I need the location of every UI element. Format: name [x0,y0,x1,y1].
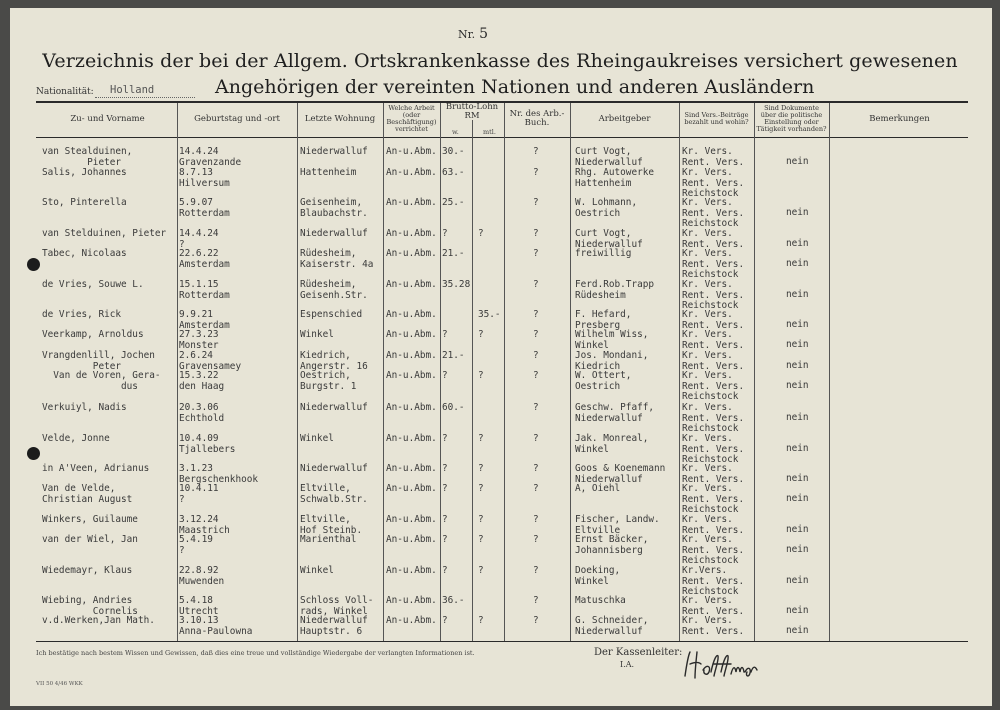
cell-documents: nein [786,156,809,167]
cell-name: Tabec, Nicolaas [42,248,127,259]
cell-employer: A, Oiehl [575,483,621,494]
cell-documents: nein [786,360,809,371]
cell-arb-buch: ? [533,279,539,290]
cell-residence: Rüdesheim, Geisenh.Str. [300,279,368,301]
cell-birth: 2.6.24 Gravensamey [179,350,242,372]
cell-name: Salis, Johannes [42,167,127,178]
cell-work: An-u.Abm. [386,433,437,444]
header-name: Zu- und Vorname [70,113,145,124]
cell-name: de Vries, Rick [42,309,122,320]
cell-work: An-u.Abm. [386,402,437,413]
cell-employer: G. Schneider, Niederwalluf [575,615,649,637]
cell-documents: nein [786,575,809,586]
cell-birth: 5.4.18 Utrecht [179,595,219,617]
cell-work: An-u.Abm. [386,279,437,290]
cell-documents: nein [786,238,809,249]
cell-employer: freiwillig [575,248,632,259]
cell-wage-weekly: 21.- [442,350,465,361]
cell-contributions: Kr. Vers. Rent. Vers. [682,350,745,372]
cell-residence: Niederwalluf Hauptstr. 6 [300,615,368,637]
cell-wage-weekly: ? [442,565,448,576]
cell-wage-monthly: ? [478,433,484,444]
cell-work: An-u.Abm. [386,329,437,340]
cell-name: van der Wiel, Jan [42,534,138,545]
cell-contributions: Kr. Vers. Rent. Vers. Reichstock [682,402,745,434]
cell-wage-weekly: 63.- [442,167,465,178]
header-contributions: Sind Vers.-Beiträge bezahlt und wohin? [684,111,749,126]
cell-wage-weekly: ? [442,228,448,239]
cell-name: Wiebing, Andries Cornelis [42,595,138,617]
cell-employer: Doeking, Winkel [575,565,621,587]
cell-name: Vrangdenlill, Jochen Peter [42,350,155,372]
header-employer: Arbeitgeber [598,113,651,124]
column-divider [297,103,298,641]
cell-wage-weekly: ? [442,370,448,381]
cell-contributions: Kr. Vers. Rent. Vers. [682,309,745,331]
cell-work: An-u.Abm. [386,463,437,474]
cell-wage-monthly: 35.- [478,309,501,320]
table-bottom-rule [36,641,968,642]
cell-birth: 10.4.09 Tjallebers [179,433,236,455]
cell-work: An-u.Abm. [386,565,437,576]
cell-contributions: Kr. Vers. Rent. Vers. Reichstock [682,433,745,465]
cell-residence: Niederwalluf [300,228,368,239]
header-birth: Geburtstag und -ort [194,113,280,124]
cell-arb-buch: ? [533,514,539,525]
header-work-type: Welche Arbeit (oder Beschäftigung) verrichtet [386,104,437,133]
cell-employer: W. Lohmann, Oestrich [575,197,638,219]
cell-work: An-u.Abm. [386,514,437,525]
cell-employer: Ferd.Rob.Trapp Rüdesheim [575,279,655,301]
cell-documents: nein [786,258,809,269]
cell-residence: Niederwalluf [300,146,368,157]
column-divider [177,103,178,641]
cell-wage-monthly: ? [478,370,484,381]
cell-documents: nein [786,380,809,391]
cell-work: An-u.Abm. [386,615,437,626]
cell-documents: nein [786,319,809,330]
cell-birth: 3.1.23 Bergschenkhook [179,463,259,485]
cell-documents: nein [786,339,809,350]
cell-work: An-u.Abm. [386,370,437,381]
cell-work: An-u.Abm. [386,595,437,606]
cell-residence: Eltville, Hof Steinb. [300,514,363,536]
cell-work: An-u.Abm. [386,228,437,239]
cell-arb-buch: ? [533,433,539,444]
header-arb-buch: Nr. des Arb.-Buch. [509,109,565,128]
cell-name: in A'Veen, Adrianus [42,463,150,474]
punch-hole-bottom [27,447,40,460]
cell-wage-weekly: 30.- [442,146,465,157]
cell-birth: 22.8.92 Muwenden [179,565,225,587]
cell-arb-buch: ? [533,463,539,474]
cell-employer: Geschw. Pfaff, Niederwalluf [575,402,655,424]
cell-residence: Niederwalluf [300,463,368,474]
cell-name: de Vries, Souwe L. [42,279,144,290]
cell-arb-buch: ? [533,534,539,545]
cell-employer: Jos. Mondani, Kiedrich [575,350,649,372]
list-number-label: Nr. [458,28,476,41]
list-number-value: 5 [479,26,489,42]
cell-name: Veerkamp, Arnoldus [42,329,144,340]
cell-wage-weekly: ? [442,433,448,444]
header-wage: Brutto-Lohn RM [445,102,499,121]
page-title: Verzeichnis der bei der Allgem. Ortskrankenkasse des Rheingaukreises versichert gewesenen [42,50,958,72]
cell-wage-weekly: ? [442,514,448,525]
cell-documents: nein [786,625,809,636]
kassenleiter-label: Der Kassenleiter: [594,647,683,658]
signature [681,648,761,688]
cell-wage-monthly: ? [478,565,484,576]
cell-name: Verkuiyl, Nadis [42,402,127,413]
column-divider [383,103,384,641]
column-divider [570,103,571,641]
cell-birth: 15.1.15 Rotterdam [179,279,230,301]
punch-hole-top [27,258,40,271]
cell-employer: Curt Vogt, Niederwalluf [575,228,643,250]
cell-residence: Winkel [300,433,334,444]
cell-wage-weekly: 60.- [442,402,465,413]
cell-wage-weekly: ? [442,483,448,494]
cell-contributions: Kr. Vers. Rent. Vers. [682,595,745,617]
cell-contributions: Kr. Vers. Rent. Vers. Reichstock [682,483,745,515]
cell-wage-monthly: ? [478,483,484,494]
cell-documents: nein [786,524,809,535]
cell-work: An-u.Abm. [386,146,437,157]
cell-documents: nein [786,207,809,218]
cell-documents: nein [786,544,809,555]
column-divider [440,103,441,641]
cell-name: Van de Velde, Christian August [42,483,133,505]
cell-contributions: Kr. Vers. Rent. Vers. [682,228,745,250]
column-divider [754,103,755,641]
cell-contributions: Kr. Vers. Rent. Vers. Reichstock [682,370,745,402]
cell-work: An-u.Abm. [386,350,437,361]
cell-wage-monthly: ? [478,534,484,545]
cell-contributions: Kr. Vers. Rent. Vers. Reichstock [682,167,745,199]
cell-documents: nein [786,493,809,504]
cell-contributions: Kr. Vers. Rent. Vers. [682,463,745,485]
form-code: VII 50 4/46 WKK [36,681,83,687]
cell-wage-weekly: ? [442,615,448,626]
cell-arb-buch: ? [533,350,539,361]
cell-employer: Rhg. Autowerke Hattenheim [575,167,655,189]
column-divider [679,103,680,641]
column-divider [829,103,830,641]
cell-name: van Stelduinen, Pieter [42,228,167,239]
cell-arb-buch: ? [533,197,539,208]
cell-wage-monthly: ? [478,463,484,474]
cell-residence: Schloss Voll- rads, Winkel [300,595,374,617]
cell-residence: Espenschied [300,309,363,320]
cell-contributions: Kr. Vers. Rent. Vers. Reichstock [682,248,745,280]
header-wage-weekly: w. [452,128,459,136]
nationality-value: Holland [110,84,155,96]
cell-arb-buch: ? [533,565,539,576]
cell-residence: Winkel [300,329,334,340]
cell-documents: nein [786,412,809,423]
cell-work: An-u.Abm. [386,309,437,320]
cell-wage-monthly: ? [478,514,484,525]
cell-contributions: Kr. Vers. Rent. Vers. [682,146,745,168]
cell-work: An-u.Abm. [386,197,437,208]
cell-birth: 14.4.24 ? [179,228,219,250]
header-residence: Letzte Wohnung [304,113,376,124]
cell-employer: Curt Vogt, Niederwalluf [575,146,643,168]
cell-arb-buch: ? [533,483,539,494]
cell-arb-buch: ? [533,370,539,381]
cell-name: van Stealduinen, Pieter [42,146,133,168]
cell-birth: 10.4.11 ? [179,483,219,505]
page-subtitle: Angehörigen der vereinten Nationen und anderen Ausländern [215,76,815,98]
cell-wage-weekly: 35.28 [442,279,471,290]
cell-employer: Fischer, Landw. Eltville [575,514,660,536]
cell-birth: 27.3.23 Monster [179,329,219,351]
header-wage-monthly: mtl. [483,128,496,136]
cell-wage-monthly: ? [478,615,484,626]
cell-documents: nein [786,443,809,454]
cell-arb-buch: ? [533,329,539,340]
cell-birth: 3.12.24 Maastrich [179,514,230,536]
cell-name: Wiedemayr, Klaus [42,565,133,576]
cell-birth: 9.9.21 Amsterdam [179,309,230,331]
cell-arb-buch: ? [533,167,539,178]
cell-residence: Rüdesheim, Kaiserstr. 4a [300,248,374,270]
cell-contributions: Kr. Vers. Rent. Vers. [682,514,745,536]
cell-documents: nein [786,605,809,616]
cell-contributions: Kr. Vers. Rent. Vers. Reichstock [682,534,745,566]
cell-wage-weekly: 21.- [442,248,465,259]
cell-employer: W. Ottert, Oestrich [575,370,632,392]
cell-arb-buch: ? [533,146,539,157]
cell-contributions: Kr.Vers. Rent. Vers. Reichstock [682,565,745,597]
cell-arb-buch: ? [533,228,539,239]
cell-employer: Jak. Monreal, Winkel [575,433,649,455]
cell-arb-buch: ? [533,595,539,606]
cell-wage-weekly: 36.- [442,595,465,606]
column-divider [504,103,505,641]
cell-residence: Eltville, Schwalb.Str. [300,483,368,505]
nationality-label: Nationalität: [36,87,94,97]
cell-work: An-u.Abm. [386,248,437,259]
cell-birth: 3.10.13 Anna-Paulowna [179,615,253,637]
cell-birth: 20.3.06 Echthold [179,402,225,424]
cell-employer: Matuschka [575,595,626,606]
cell-residence: Hattenheim [300,167,357,178]
cell-name: Winkers, Guilaume [42,514,138,525]
cell-name: Sto, Pinterella [42,197,127,208]
cell-contributions: Kr. Vers. Rent. Vers. Reichstock [682,197,745,229]
cell-wage-monthly: ? [478,329,484,340]
cell-birth: 8.7.13 Hilversum [179,167,230,189]
cell-contributions: Kr. Vers. Rent. Vers. [682,329,745,351]
cell-birth: 15.3.22 den Haag [179,370,225,392]
cell-arb-buch: ? [533,615,539,626]
cell-arb-buch: ? [533,402,539,413]
cell-residence: Niederwalluf [300,402,368,413]
cell-residence: Winkel [300,565,334,576]
cell-birth: 22.6.22 Amsterdam [179,248,230,270]
cell-documents: nein [786,473,809,484]
cell-arb-buch: ? [533,248,539,259]
certification-text: Ich bestätige nach bestem Wissen und Gewissen, daß dies eine treue und vollständige Wiedergabe der verlangten Informationen ist. [36,649,475,657]
header-remarks: Bemerkungen [869,113,930,124]
cell-work: An-u.Abm. [386,167,437,178]
cell-residence: Marienthal [300,534,357,545]
cell-employer: Wilhelm Wiss, Winkel [575,329,649,351]
cell-name: Van de Voren, Gera- dus [53,370,161,392]
cell-wage-weekly: ? [442,534,448,545]
cell-work: An-u.Abm. [386,534,437,545]
cell-name: Velde, Jonne [42,433,110,444]
header-documents: Sind Dokumente über die politische Einstellung oder Tätigkeit vorhanden? [756,104,827,133]
cell-wage-monthly: ? [478,228,484,239]
cell-wage-weekly: ? [442,463,448,474]
cell-contributions: Kr. Vers. Rent. Vers. [682,615,745,637]
cell-residence: Geisenheim, Blaubachstr. [300,197,368,219]
cell-employer: Ernst Bäcker, Johannisberg [575,534,649,556]
cell-birth: 5.4.19 ? [179,534,213,556]
wage-subdivider [472,120,473,641]
cell-contributions: Kr. Vers. Rent. Vers. Reichstock [682,279,745,311]
cell-residence: Kiedrich, Angerstr. 16 [300,350,368,372]
ia-label: I.A. [620,660,635,669]
cell-birth: 5.9.07 Rotterdam [179,197,230,219]
cell-employer: Goos & Koenemann Niederwalluf [575,463,666,485]
cell-employer: F. Hefard, Presberg [575,309,632,331]
cell-work: An-u.Abm. [386,483,437,494]
list-number [458,26,488,42]
cell-documents: nein [786,289,809,300]
cell-birth: 14.4.24 Gravenzande [179,146,242,168]
nationality-underline [95,97,195,98]
cell-arb-buch: ? [533,309,539,320]
cell-wage-weekly: ? [442,329,448,340]
cell-name: v.d.Werken,Jan Math. [42,615,155,626]
cell-residence: Oestrich, Burgstr. 1 [300,370,357,392]
cell-wage-weekly: 25.- [442,197,465,208]
